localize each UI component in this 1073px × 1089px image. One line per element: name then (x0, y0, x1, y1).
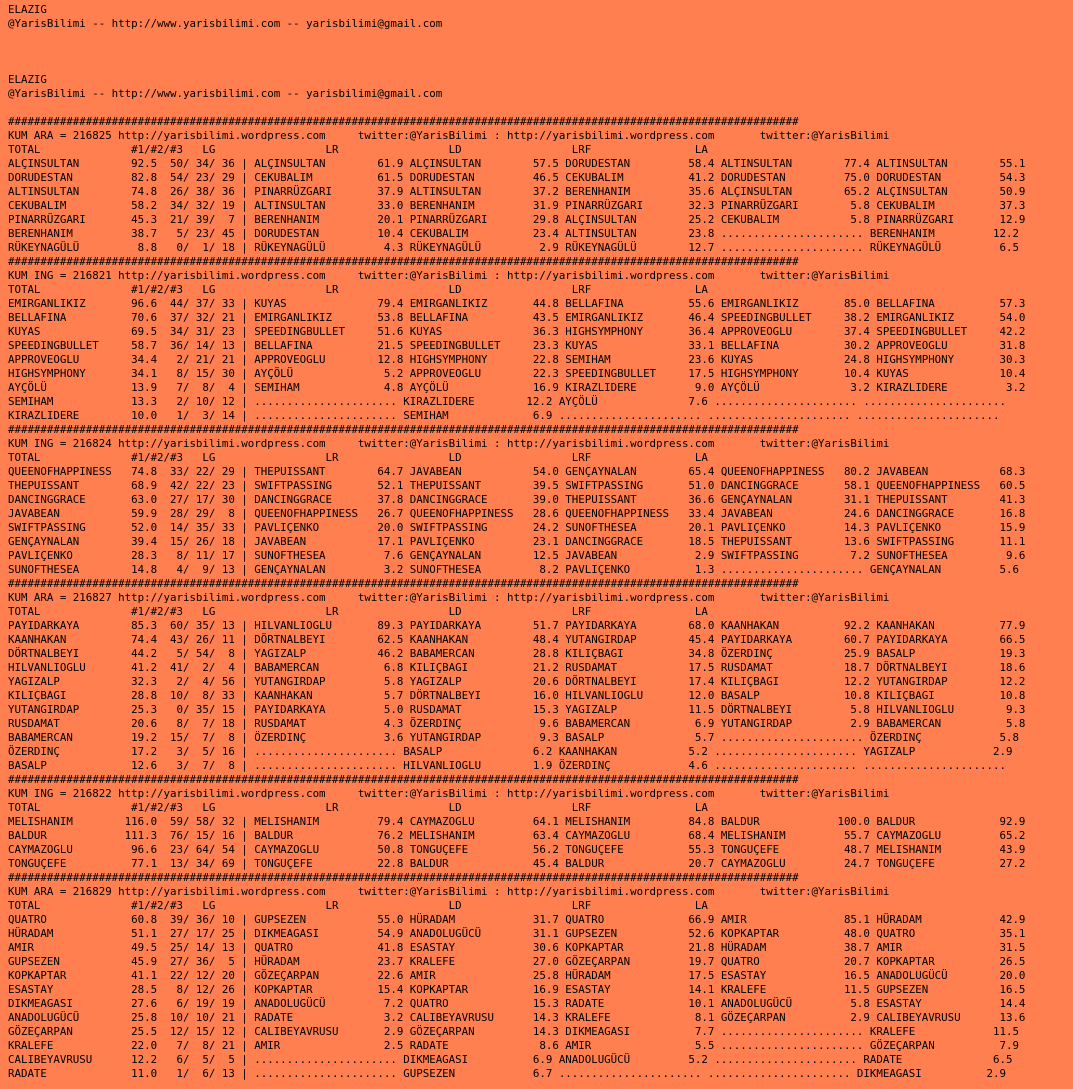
horse-row: AMIR 49.5 25/ 14/ 13 | QUATRO 41.8 ESASTAY 30.6 KOPKAPTAR 21.8 HÜRADAM 38.7 AMIR 31.5 (8, 941, 1026, 954)
horse-row: BELLAFINA 70.6 37/ 32/ 21 | EMIRGANLIKIZ 53.8 BELLAFINA 43.5 EMIRGANLIKIZ 46.4 SPEEDINGBULLET 38.2 EMIRGANLIKIZ 54.0 (8, 311, 1026, 324)
race-header: KUM ING = 216822 http://yarisbilimi.wordpress.com twitter:@YarisBilimi : http://yarisbilimi.wordpress.com twitter:@YarisBilimi (8, 787, 890, 800)
race-header: KUM ARA = 216825 http://yarisbilimi.wordpress.com twitter:@YarisBilimi : http://yarisbilimi.wordpress.com twitter:@YarisBilimi (8, 129, 890, 142)
horse-row: TONGUÇEFE 77.1 13/ 34/ 69 | TONGUÇEFE 22.8 BALDUR 45.4 BALDUR 20.7 CAYMAZOGLU 24.7 TONGUÇEFE 27.2 (8, 857, 1026, 870)
race-header: KUM ING = 216824 http://yarisbilimi.wordpress.com twitter:@YarisBilimi : http://yarisbilimi.wordpress.com twitter:@YarisBilimi (8, 437, 890, 450)
section-divider: ########################################################################################################################## (8, 773, 799, 786)
column-header: TOTAL #1/#2/#3 LG LR LD LRF LA (8, 143, 708, 156)
section-divider: ########################################################################################################################## (8, 255, 799, 268)
horse-row: EMIRGANLIKIZ 96.6 44/ 37/ 33 | KUYAS 79.4 EMIRGANLIKIZ 44.8 BELLAFINA 55.6 EMIRGANLIKIZ 85.0 BELLAFINA 57.3 (8, 297, 1026, 310)
horse-row: GÖZEÇARPAN 25.5 12/ 15/ 12 | CALIBEYAVRUSU 2.9 GÖZEÇARPAN 14.3 DIKMEAGASI 7.7 ...................... KRALEFE 11.5 (8, 1025, 1019, 1038)
section-divider: ########################################################################################################################## (8, 115, 799, 128)
horse-row: ALÇINSULTAN 92.5 50/ 34/ 36 | ALÇINSULTAN 61.9 ALÇINSULTAN 57.5 DORUDESTAN 58.4 ALTINSULTAN 77.4 ALTINSULTAN 55.1 (8, 157, 1026, 170)
page-header-line: @YarisBilimi -- http://www.yarisbilimi.com -- yarisbilimi@gmail.com (8, 17, 443, 30)
horse-row: ESASTAY 28.5 8/ 12/ 26 | KOPKAPTAR 15.4 KOPKAPTAR 16.9 ESASTAY 14.1 KRALEFE 11.5 GUPSEZEN 16.5 (8, 983, 1026, 996)
horse-row: DIKMEAGASI 27.6 6/ 19/ 19 | ANADOLUGÜCÜ 7.2 QUATRO 15.3 RADATE 10.1 ANADOLUGÜCÜ 5.8 ESASTAY 14.4 (8, 997, 1026, 1010)
page-header-line: ELAZIG (8, 3, 47, 16)
horse-row: THEPUISSANT 68.9 42/ 22/ 23 | SWIFTPASSING 52.1 THEPUISSANT 39.5 SWIFTPASSING 51.0 DANCINGGRACE 58.1 QUEENOFHAPPINESS 60.5 (8, 479, 1026, 492)
horse-row: MELISHANIM 116.0 59/ 58/ 32 | MELISHANIM 79.4 CAYMAZOGLU 64.1 MELISHANIM 84.8 BALDUR 100.0 BALDUR 92.9 (8, 815, 1026, 828)
section-divider: ########################################################################################################################## (8, 871, 799, 884)
horse-row: PINARRÜZGARI 45.3 21/ 39/ 7 | BERENHANIM 20.1 PINARRÜZGARI 29.8 ALÇINSULTAN 25.2 CEKUBALIM 5.8 PINARRÜZGARI 12.9 (8, 213, 1026, 226)
horse-row: DORUDESTAN 82.8 54/ 23/ 29 | CEKUBALIM 61.5 DORUDESTAN 46.5 CEKUBALIM 41.2 DORUDESTAN 75.0 DORUDESTAN 54.3 (8, 171, 1026, 184)
horse-row: PAYIDARKAYA 85.3 60/ 35/ 13 | HILVANLIOGLU 89.3 PAYIDARKAYA 51.7 PAYIDARKAYA 68.0 KAANHAKAN 92.2 KAANHAKAN 77.9 (8, 619, 1026, 632)
horse-row: GENÇAYNALAN 39.4 15/ 26/ 18 | JAVABEAN 17.1 PAVLIÇENKO 23.1 DANCINGGRACE 18.5 THEPUISSANT 13.6 SWIFTPASSING 11.1 (8, 535, 1026, 548)
horse-row: CAYMAZOGLU 96.6 23/ 64/ 54 | CAYMAZOGLU 50.8 TONGUÇEFE 56.2 TONGUÇEFE 55.3 TONGUÇEFE 48.7 MELISHANIM 43.9 (8, 843, 1026, 856)
race-header: KUM ING = 216821 http://yarisbilimi.wordpress.com twitter:@YarisBilimi : http://yarisbilimi.wordpress.com twitter:@YarisBilimi (8, 269, 890, 282)
horse-row: SWIFTPASSING 52.0 14/ 35/ 33 | PAVLIÇENKO 20.0 SWIFTPASSING 24.2 SUNOFTHESEA 20.1 PAVLIÇENKO 14.3 PAVLIÇENKO 15.9 (8, 521, 1026, 534)
horse-row: ANADOLUGÜCÜ 25.8 10/ 10/ 21 | RADATE 3.2 CALIBEYAVRUSU 14.3 KRALEFE 8.1 GÖZEÇARPAN 2.9 CALIBEYAVRUSU 13.6 (8, 1011, 1026, 1024)
section-divider: ########################################################################################################################## (8, 577, 799, 590)
horse-row: HILVANLIOGLU 41.2 41/ 2/ 4 | BABAMERCAN 6.8 KILIÇBAGI 21.2 RUSDAMAT 17.5 RUSDAMAT 18.7 DÖRTNALBEYI 18.6 (8, 661, 1026, 674)
column-header: TOTAL #1/#2/#3 LG LR LD LRF LA (8, 605, 708, 618)
column-header: TOTAL #1/#2/#3 LG LR LD LRF LA (8, 899, 708, 912)
horse-row: KUYAS 69.5 34/ 31/ 23 | SPEEDINGBULLET 51.6 KUYAS 36.3 HIGHSYMPHONY 36.4 APPROVEOGLU 37.4 SPEEDINGBULLET 42.2 (8, 325, 1026, 338)
horse-row: BALDUR 111.3 76/ 15/ 16 | BALDUR 76.2 MELISHANIM 63.4 CAYMAZOGLU 68.4 MELISHANIM 55.7 CAYMAZOGLU 65.2 (8, 829, 1026, 842)
horse-row: SUNOFTHESEA 14.8 4/ 9/ 13 | GENÇAYNALAN 3.2 SUNOFTHESEA 8.2 PAVLIÇENKO 1.3 ...................... GENÇAYNALAN 5.6 (8, 563, 1019, 576)
race-header: KUM ARA = 216829 http://yarisbilimi.wordpress.com twitter:@YarisBilimi : http://yarisbilimi.wordpress.com twitter:@YarisBilimi (8, 885, 890, 898)
horse-row: ÖZERDINÇ 17.2 3/ 5/ 16 | ...................... BASALP 6.2 KAANHAKAN 5.2 ...................... YAGIZALP 2.9 (8, 745, 1013, 758)
column-header: TOTAL #1/#2/#3 LG LR LD LRF LA (8, 283, 708, 296)
horse-row: QUATRO 60.8 39/ 36/ 10 | GUPSEZEN 55.0 HÜRADAM 31.7 QUATRO 66.9 AMIR 85.1 HÜRADAM 42.9 (8, 913, 1026, 926)
horse-row: KOPKAPTAR 41.1 22/ 12/ 20 | GÖZEÇARPAN 22.6 AMIR 25.8 HÜRADAM 17.5 ESASTAY 16.5 ANADOLUGÜCÜ 20.0 (8, 969, 1026, 982)
horse-row: YAGIZALP 32.3 2/ 4/ 56 | YUTANGIRDAP 5.8 YAGIZALP 20.6 DÖRTNALBEYI 17.4 KILIÇBAGI 12.2 YUTANGIRDAP 12.2 (8, 675, 1026, 688)
horse-row: AYÇÖLÜ 13.9 7/ 8/ 4 | SEMIHAM 4.8 AYÇÖLÜ 16.9 KIRAZLIDERE 9.0 AYÇÖLÜ 3.2 KIRAZLIDERE 3.2 (8, 381, 1026, 394)
blank-line (8, 45, 1073, 59)
horse-row: KRALEFE 22.0 7/ 8/ 21 | AMIR 2.5 RADATE 8.6 AMIR 5.5 ...................... GÖZEÇARPAN 7.9 (8, 1039, 1019, 1052)
horse-row: YUTANGIRDAP 25.3 0/ 35/ 15 | PAYIDARKAYA 5.0 RUSDAMAT 15.3 YAGIZALP 11.5 DÖRTNALBEYI 5.8 HILVANLIOGLU 9.3 (8, 703, 1026, 716)
column-header: TOTAL #1/#2/#3 LG LR LD LRF LA (8, 801, 708, 814)
horse-row: JAVABEAN 59.9 28/ 29/ 8 | QUEENOFHAPPINESS 26.7 QUEENOFHAPPINESS 28.6 QUEENOFHAPPINESS 33.4 JAVABEAN 24.6 DANCINGGRACE 16.8 (8, 507, 1026, 520)
horse-row: PAVLIÇENKO 28.3 8/ 11/ 17 | SUNOFTHESEA 7.6 GENÇAYNALAN 12.5 JAVABEAN 2.9 SWIFTPASSING 7.2 SUNOFTHESEA 9.6 (8, 549, 1026, 562)
horse-row: BERENHANIM 38.7 5/ 23/ 45 | DORUDESTAN 10.4 CEKUBALIM 23.4 ALTINSULTAN 23.8 ...................... BERENHANIM 12.2 (8, 227, 1019, 240)
horse-row: BASALP 12.6 3/ 7/ 8 | ...................... HILVANLIOGLU 1.9 ÖZERDINÇ 4.6 ...................... ...................... (8, 759, 1006, 772)
horse-row: RÜKEYNAGÜLÜ 8.8 0/ 1/ 18 | RÜKEYNAGÜLÜ 4.3 RÜKEYNAGÜLÜ 2.9 RÜKEYNAGÜLÜ 12.7 ...................... RÜKEYNAGÜLÜ 6.5 (8, 241, 1019, 254)
horse-row: DANCINGGRACE 63.0 27/ 17/ 30 | DANCINGGRACE 37.8 DANCINGGRACE 39.0 THEPUISSANT 36.6 GENÇAYNALAN 31.1 THEPUISSANT 41.3 (8, 493, 1026, 506)
horse-row: ALTINSULTAN 74.8 26/ 38/ 36 | PINARRÜZGARI 37.9 ALTINSULTAN 37.2 BERENHANIM 35.6 ALÇINSULTAN 65.2 ALÇINSULTAN 50.9 (8, 185, 1026, 198)
horse-row: QUEENOFHAPPINESS 74.8 33/ 22/ 29 | THEPUISSANT 64.7 JAVABEAN 54.0 GENÇAYNALAN 65.4 QUEENOFHAPPINESS 80.2 JAVABEAN 68.3 (8, 465, 1026, 478)
blank-line (8, 101, 1073, 115)
horse-row: GUPSEZEN 45.9 27/ 36/ 5 | HÜRADAM 23.7 KRALEFE 27.0 GÖZEÇARPAN 19.7 QUATRO 20.7 KOPKAPTAR 26.5 (8, 955, 1026, 968)
section-divider: ########################################################################################################################## (8, 423, 799, 436)
blank-line (8, 31, 1073, 45)
horse-row: SEMIHAM 13.3 2/ 10/ 12 | ...................... KIRAZLIDERE 12.2 AYÇÖLÜ 7.6 ...................... ...................... (8, 395, 1006, 408)
horse-row: BABAMERCAN 19.2 15/ 7/ 8 | ÖZERDINÇ 3.6 YUTANGIRDAP 9.3 BASALP 5.7 ...................... ÖZERDINÇ 5.8 (8, 731, 1019, 744)
horse-row: KAANHAKAN 74.4 43/ 26/ 11 | DÖRTNALBEYI 62.5 KAANHAKAN 48.4 YUTANGIRDAP 45.4 PAYIDARKAYA 60.7 PAYIDARKAYA 66.5 (8, 633, 1026, 646)
race-header: KUM ARA = 216827 http://yarisbilimi.wordpress.com twitter:@YarisBilimi : http://yarisbilimi.wordpress.com twitter:@YarisBilimi (8, 591, 890, 604)
horse-row: DÖRTNALBEYI 44.2 5/ 54/ 8 | YAGIZALP 46.2 BABAMERCAN 28.8 KILIÇBAGI 34.8 ÖZERDINÇ 25.9 BASALP 19.3 (8, 647, 1026, 660)
horse-row: CALIBEYAVRUSU 12.2 6/ 5/ 5 | ...................... DIKMEAGASI 6.9 ANADOLUGÜCÜ 5.2 ...................... RADATE 6.5 (8, 1053, 1013, 1066)
horse-row: KIRAZLIDERE 10.0 1/ 3/ 14 | ...................... SEMIHAM 6.9 ...................... ...................... ...................... (8, 409, 1000, 422)
horse-row: SPEEDINGBULLET 58.7 36/ 14/ 13 | BELLAFINA 21.5 SPEEDINGBULLET 23.3 KUYAS 33.1 BELLAFINA 30.2 APPROVEOGLU 31.8 (8, 339, 1026, 352)
page-header-line: ELAZIG (8, 73, 47, 86)
horse-row: RUSDAMAT 20.6 8/ 7/ 18 | RUSDAMAT 4.3 ÖZERDINÇ 9.6 BABAMERCAN 6.9 YUTANGIRDAP 2.9 BABAMERCAN 5.8 (8, 717, 1026, 730)
column-header: TOTAL #1/#2/#3 LG LR LD LRF LA (8, 451, 708, 464)
blank-line (8, 59, 1073, 73)
horse-row: APPROVEOGLU 34.4 2/ 21/ 21 | APPROVEOGLU 12.8 HIGHSYMPHONY 22.8 SEMIHAM 23.6 KUYAS 24.8 HIGHSYMPHONY 30.3 (8, 353, 1026, 366)
horse-row: HIGHSYMPHONY 34.1 8/ 15/ 30 | AYÇÖLÜ 5.2 APPROVEOGLU 22.3 SPEEDINGBULLET 17.5 HIGHSYMPHONY 10.4 KUYAS 10.4 (8, 367, 1026, 380)
horse-row: HÜRADAM 51.1 27/ 17/ 25 | DIKMEAGASI 54.9 ANADOLUGÜCÜ 31.1 GUPSEZEN 52.6 KOPKAPTAR 48.0 QUATRO 35.1 (8, 927, 1026, 940)
horse-row: CEKUBALIM 58.2 34/ 32/ 19 | ALTINSULTAN 33.0 BERENHANIM 31.9 PINARRÜZGARI 32.3 PINARRÜZGARI 5.8 CEKUBALIM 37.3 (8, 199, 1026, 212)
horse-row: KILIÇBAGI 28.8 10/ 8/ 33 | KAANHAKAN 5.7 DÖRTNALBEYI 16.0 HILVANLIOGLU 12.0 BASALP 10.8 KILIÇBAGI 10.8 (8, 689, 1026, 702)
horse-row: RADATE 11.0 1/ 6/ 13 | ...................... GUPSEZEN 6.7 ...................... ...................... DIKMEAGASI 2.9 (8, 1067, 1006, 1080)
page-header-line: @YarisBilimi -- http://www.yarisbilimi.com -- yarisbilimi@gmail.com (8, 87, 443, 100)
